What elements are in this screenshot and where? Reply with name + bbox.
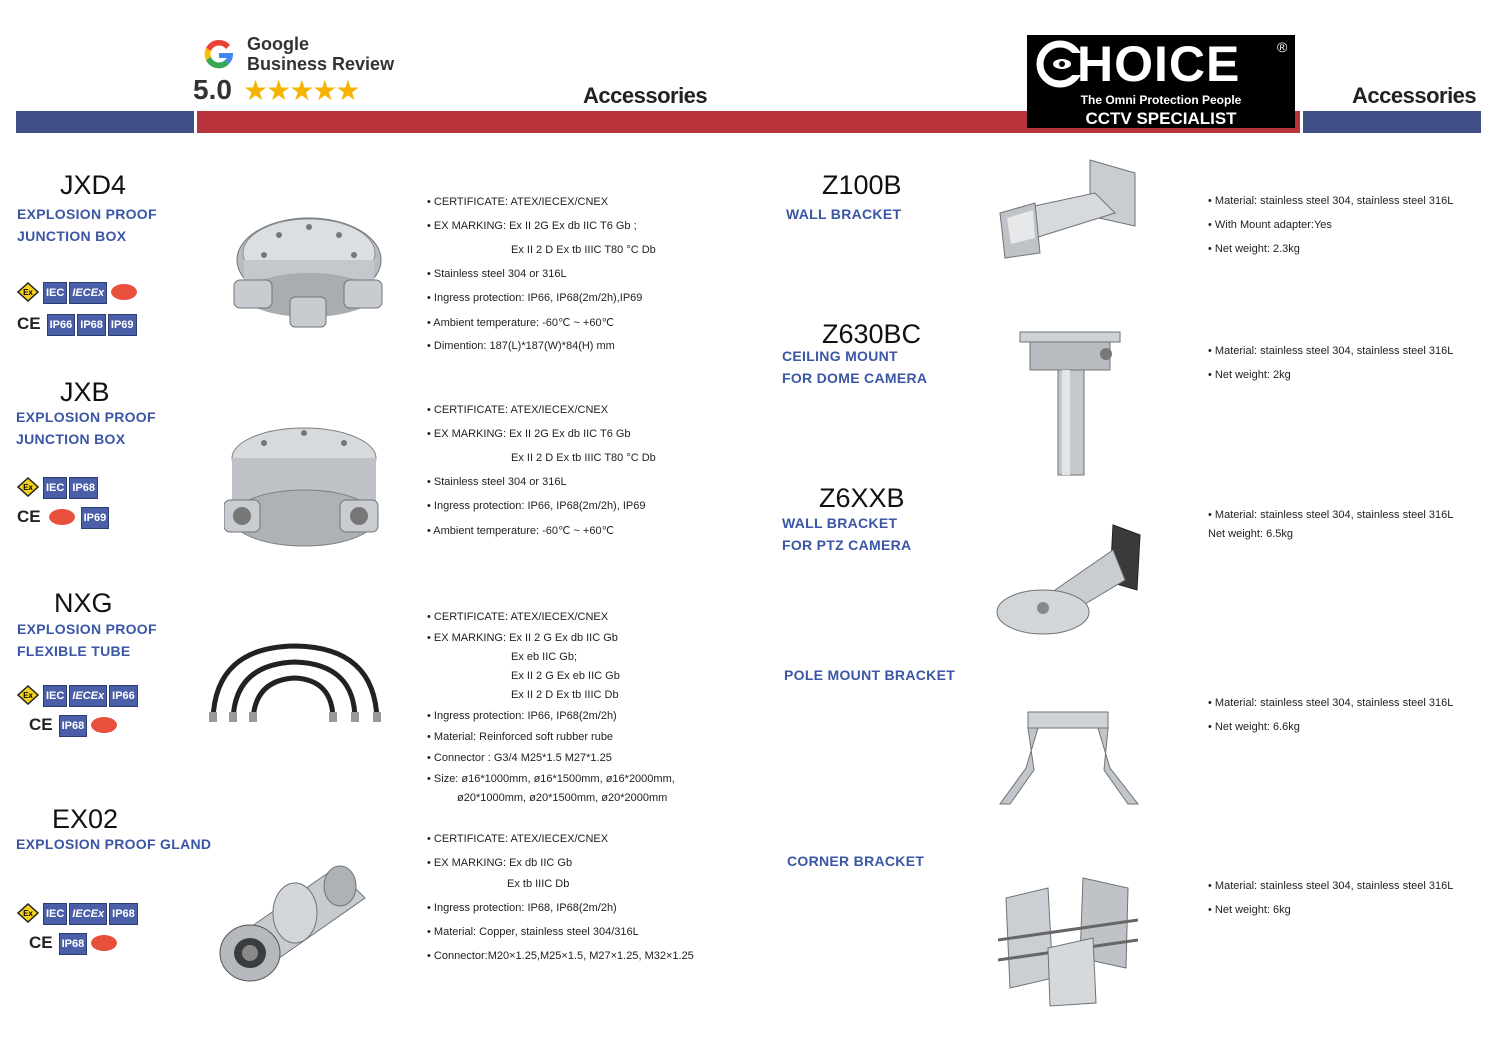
product-desc-jxb: EXPLOSION PROOF JUNCTION BOX	[16, 409, 156, 447]
spec-list-jxb: • CERTIFICATE: ATEX/IECEX/CNEX • EX MARKING: Ex II 2G Ex db IIC T6 Gb Ex II 2 D Ex tb IIIC T80 °C Db • Stainless steel 304 or 316L • Ingress protection: IP66, IP68(2m/2h), IP69 • Ambient temperature: -60℃ ~ +60℃	[427, 404, 656, 537]
product-code-jxb: JXB	[60, 377, 110, 407]
badge-iecex: IECEx	[69, 685, 107, 707]
badge-ip66: IP66	[47, 314, 76, 336]
spec-list-nxg: • CERTIFICATE: ATEX/IECEX/CNEX • EX MARKING: Ex II 2 G Ex db IIC Gb Ex eb IIC Gb; Ex II 2 G Ex eb IIC Gb Ex II 2 D Ex tb IIIC Db • Ingress protection: IP66, IP68(2m/2h) • Material: Reinforced soft rubber rube • Connector : G3/4 M25*1.5 M27*1.25 • Size: ø16*1000mm, ø16*1500mm, ø16*2000mm, ø20*1000mm, ø20*1500mm, ø20*2000mm	[427, 611, 675, 804]
atex-ex-mark	[17, 685, 39, 705]
product-image-pole-mount	[998, 708, 1140, 806]
svg-text:Ex: Ex	[23, 909, 33, 918]
google-review-badge	[193, 30, 403, 106]
badge-ip66: IP66	[109, 685, 138, 707]
ce-mark: CE	[29, 933, 53, 952]
header-bar-right	[1303, 111, 1481, 133]
cnex-mark	[49, 509, 75, 525]
atex-ex-mark	[17, 903, 39, 923]
product-code-z100b: Z100B	[822, 170, 902, 200]
badge-iec: IEC	[43, 477, 67, 499]
cert-badges-jxd4	[17, 282, 167, 342]
badge-ip68: IP68	[109, 903, 138, 925]
badge-iec: IEC	[43, 282, 67, 304]
badge-ip68: IP68	[69, 477, 98, 499]
product-image-z100b	[995, 158, 1140, 263]
google-label: Google	[247, 34, 309, 54]
rating-stars: ★★★★★	[243, 75, 359, 106]
product-desc-pole-mount: POLE MOUNT BRACKET	[784, 667, 956, 683]
accessories-title-right: Accessories	[1352, 83, 1477, 108]
svg-text:Ex: Ex	[23, 483, 33, 492]
product-desc-ex02: EXPLOSION PROOF GLAND	[16, 836, 212, 852]
badge-iec: IEC	[43, 903, 67, 925]
product-code-z630bc: Z630BC	[822, 319, 922, 349]
product-desc-z630bc: CEILING MOUNT FOR DOME CAMERA	[782, 348, 928, 386]
badge-ip69: IP69	[81, 507, 110, 529]
logo-tagline: The Omni Protection People	[1080, 93, 1242, 107]
cert-badges-jxb	[17, 477, 167, 535]
cnex-mark	[91, 717, 117, 733]
product-code-z6xxb: Z6XXB	[819, 483, 905, 513]
spec-list-z6xxb: • Material: stainless steel 304, stainless steel 316L Net weight: 6.5kg	[1208, 509, 1454, 540]
ce-mark: CE	[17, 507, 41, 526]
product-code-nxg: NXG	[54, 588, 113, 618]
spec-list-z100b: • Material: stainless steel 304, stainless steel 316L • With Mount adapter:Yes • Net weight: 2.3kg	[1208, 195, 1454, 255]
logo-specialist: CCTV SPECIALIST	[1085, 109, 1237, 128]
badge-ip68: IP68	[59, 933, 88, 955]
product-image-z6xxb	[995, 520, 1145, 638]
cert-badges-ex02	[17, 903, 167, 961]
ce-mark: CE	[17, 314, 41, 333]
badge-iecex: IECEx	[69, 903, 107, 925]
spec-list-z630bc: • Material: stainless steel 304, stainless steel 316L • Net weight: 2kg	[1208, 345, 1454, 381]
product-desc-z100b: WALL BRACKET	[786, 206, 902, 222]
cert-badges-nxg	[17, 685, 167, 743]
product-image-nxg	[205, 642, 385, 727]
ce-mark: CE	[29, 715, 53, 734]
choice-logo	[1027, 35, 1295, 128]
product-image-corner-bracket	[998, 868, 1138, 1008]
badge-iec: IEC	[43, 685, 67, 707]
product-image-ex02	[215, 858, 375, 988]
product-code-jxd4: JXD4	[60, 170, 127, 200]
logo-registered: ®	[1277, 39, 1288, 55]
product-image-jxb	[224, 418, 384, 566]
product-desc-corner-bracket: CORNER BRACKET	[787, 853, 925, 869]
atex-ex-mark	[17, 477, 39, 497]
product-image-jxd4	[224, 205, 394, 350]
badge-ip69: IP69	[108, 314, 137, 336]
svg-text:Ex: Ex	[23, 691, 33, 700]
spec-list-corner-bracket: • Material: stainless steel 304, stainless steel 316L • Net weight: 6kg	[1208, 880, 1454, 916]
spec-list-jxd4: • CERTIFICATE: ATEX/IECEX/CNEX • EX MARKING: Ex II 2G Ex db IIC T6 Gb ; Ex II 2 D Ex tb IIIC T80 °C Db • Stainless steel 304 or 316L • Ingress protection: IP66, IP68(2m/2h),IP69 • Ambient temperature: -60℃ ~ +60℃ • Dimention: 187(L)*187(W)*84(H) mm	[427, 196, 656, 352]
product-desc-jxd4: EXPLOSION PROOF JUNCTION BOX	[17, 206, 157, 244]
badge-ip68: IP68	[77, 314, 106, 336]
product-desc-z6xxb: WALL BRACKET FOR PTZ CAMERA	[782, 515, 912, 553]
spec-list-ex02: • CERTIFICATE: ATEX/IECEX/CNEX • EX MARKING: Ex db IIC Gb Ex tb IIIC Db • Ingress protection: IP68, IP68(2m/2h) • Material: Copper, stainless steel 304/316L • Connector:M20×1.25,M25×1.5, M27×1.25, M32×1.25	[427, 833, 694, 962]
cnex-mark	[111, 284, 137, 300]
rating-value: 5.0	[193, 74, 232, 105]
badge-ip68: IP68	[59, 715, 88, 737]
badge-iecex: IECEx	[69, 282, 107, 304]
svg-text:Ex: Ex	[23, 288, 33, 297]
product-image-z630bc	[1018, 330, 1128, 480]
product-code-ex02: EX02	[52, 804, 119, 834]
header-bar-left	[16, 111, 194, 133]
spec-list-pole-mount: • Material: stainless steel 304, stainless steel 316L • Net weight: 6.6kg	[1208, 697, 1454, 733]
logo-name: HOICE	[1077, 36, 1241, 92]
product-desc-nxg: EXPLOSION PROOF FLEXIBLE TUBE	[17, 621, 157, 659]
cnex-mark	[91, 935, 117, 951]
accessories-title-left: Accessories	[583, 83, 708, 108]
business-review-label: Business Review	[247, 54, 395, 74]
google-g-logo	[197, 32, 241, 76]
atex-ex-mark	[17, 282, 39, 302]
